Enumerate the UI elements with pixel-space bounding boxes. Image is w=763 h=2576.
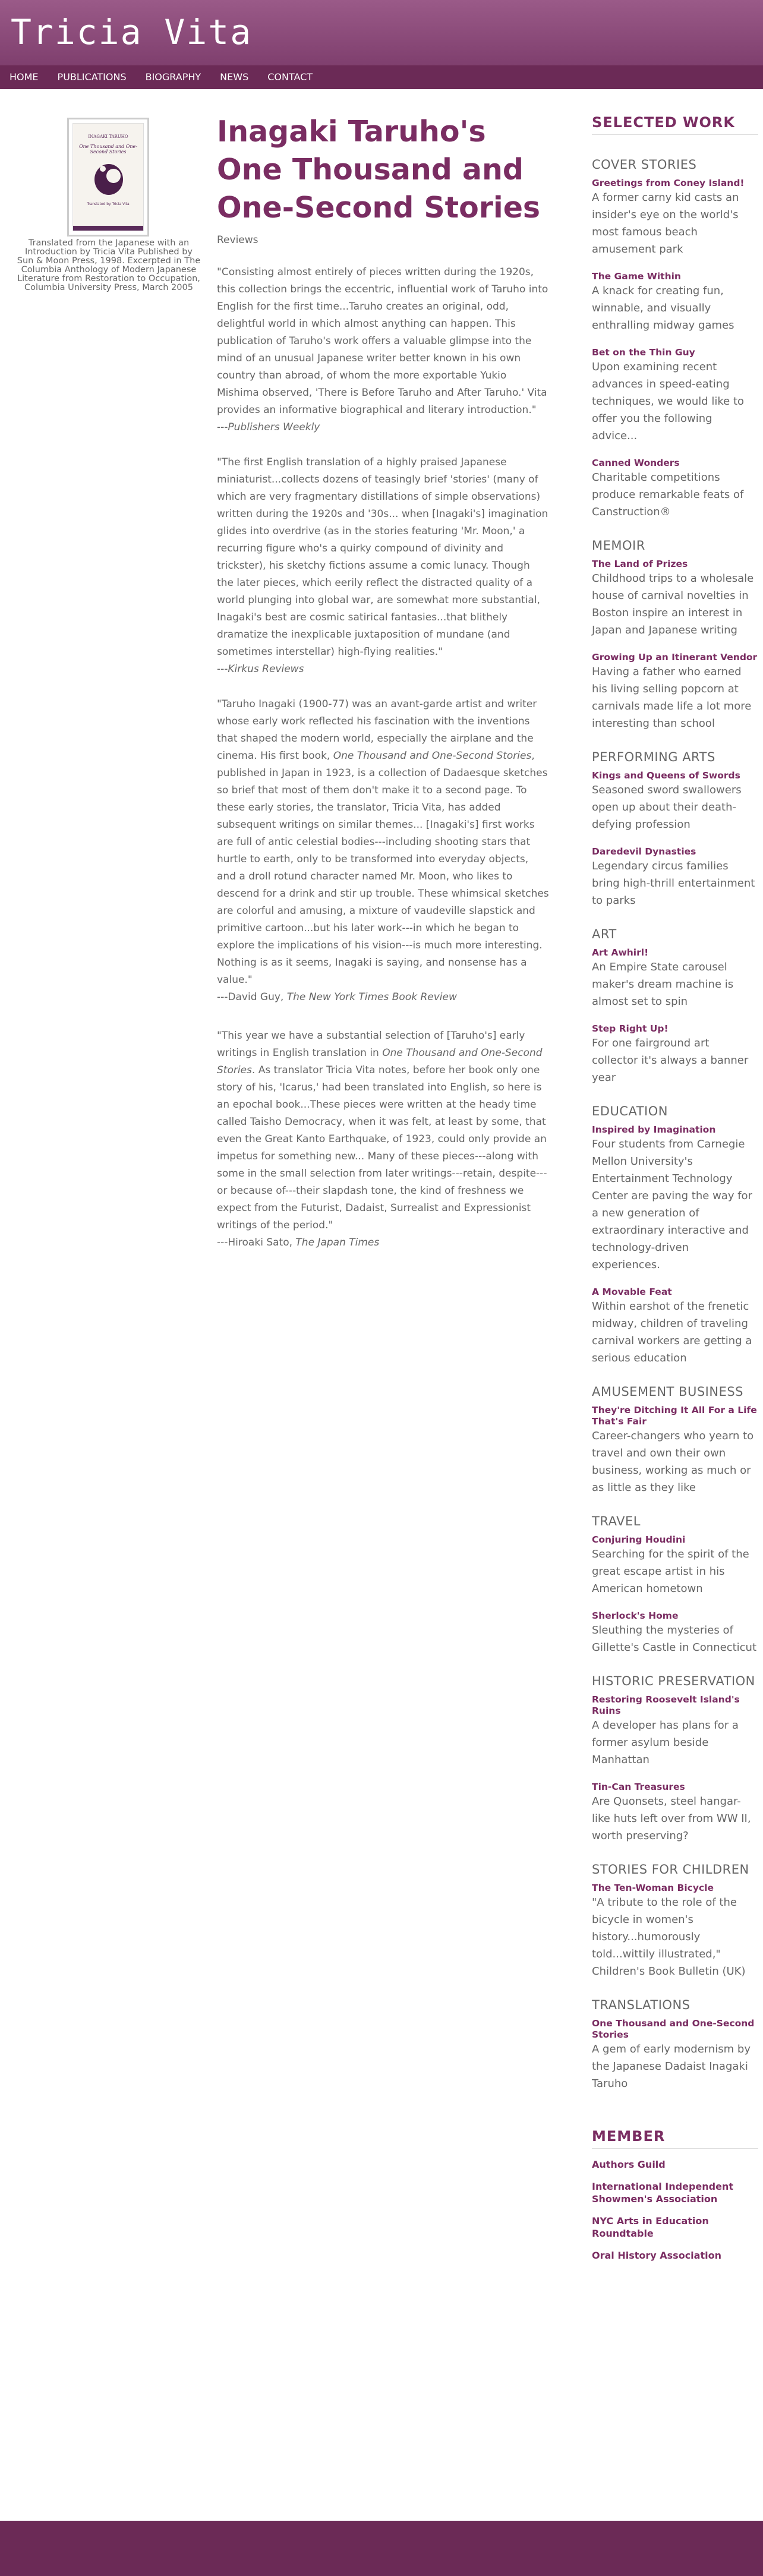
cover-translator: Translated by Tricia Vita: [87, 202, 130, 206]
book-cover-art: [72, 123, 144, 231]
sidebar-work-item: [592, 347, 758, 444]
sidebar-category: COVER STORIES: [592, 157, 697, 172]
sidebar: [592, 114, 758, 2262]
sidebar-work-desc: Childhood trips to a wholesale house of carnival novelties in Boston inspire an interest in Japan and Japanese writing: [592, 572, 754, 636]
sidebar-work-link[interactable]: Inspired by Imagination: [592, 1124, 716, 1135]
review-nyt: [217, 696, 550, 1006]
sidebar-work-desc: A gem of early modernism by the Japanese Dadaist Inagaki Taruho: [592, 2043, 751, 2090]
sidebar-work-link[interactable]: Greetings from Coney Island!: [592, 178, 745, 188]
sidebar-work-link[interactable]: Canned Wonders: [592, 458, 680, 468]
site-header: [0, 0, 763, 65]
review-japan-times: [217, 1027, 550, 1251]
member-link[interactable]: NYC Arts in Education Roundtable: [592, 2215, 709, 2239]
page-title-line: Inagaki Taruho's: [217, 115, 486, 149]
cover-author: INAGAKI TARUHO: [88, 134, 128, 139]
site-footer: [0, 2521, 763, 2576]
sidebar-category: MEMOIR: [592, 538, 645, 553]
sidebar-work-item: [592, 178, 758, 258]
sidebar-work-link[interactable]: Sherlock's Home: [592, 1610, 679, 1621]
page-title-line: One Thousand and: [217, 153, 524, 187]
sidebar-work-link[interactable]: Step Right Up!: [592, 1023, 669, 1034]
review-source-name: The New York Times Book Review: [286, 991, 457, 1003]
sidebar-work-desc: A developer has plans for a former asylum beside Manhattan: [592, 1719, 739, 1766]
sidebar-work-item: [592, 1405, 758, 1496]
page-title-line: One-Second Stories: [217, 191, 541, 225]
member-link[interactable]: International Independent Showmen's Association: [592, 2181, 733, 2205]
sidebar-work-link[interactable]: Restoring Roosevelt Island's Ruins: [592, 1694, 740, 1716]
sidebar-work-desc: Four students from Carnegie Mellon University's Entertainment Technology Center are paving the way for a new generation of extraordinary interactive and technology-driven experiences.: [592, 1138, 752, 1271]
sidebar-work-item: [592, 770, 758, 833]
sidebar-category: ART: [592, 927, 617, 941]
sidebar-work-desc: Having a father who earned his living selling popcorn at carnivals made life a lot more interesting than school: [592, 666, 752, 730]
sidebar-title: SELECTED WORK: [592, 114, 758, 135]
nav-contact[interactable]: CONTACT: [267, 71, 313, 83]
sidebar-work-link[interactable]: The Land of Prizes: [592, 559, 688, 569]
sidebar-work-desc: Searching for the spirit of the great escape artist in his American hometown: [592, 1548, 749, 1595]
cover-bar: [73, 226, 143, 231]
book-cover-image: [67, 118, 149, 237]
review-quote: "The first English translation of a highly praised Japanese miniaturist...collects dozens of teasingly brief 'stories' (many of which are very fragmentary distillations of simple observations) written during the 1920s and '30s... when [Inagaki's] imagination glides into overdrive (as in the stories featuring 'Mr. Moon,' a recurring figure who's a quirky compound of divinity and trickster), his sketchy fictions assume a comic lunacy. Though the later pieces, which eerily reflect the distracted quality of a world plunging into global war, are somewhat more substantial, Inagaki's best are cosmic satirical fantasies...that blithely dramatize the inexplicable juxtaposition of mundane (and sometimes interstellar) high-flying realities.": [217, 456, 548, 658]
review-quote: "This year we have a substantial selection of [Taruho's] early writings in English translation in One Thousand and One-Second Stories. As translator Tricia Vita notes, before her book only one story of his, 'Icarus,' had been translated into English, so here is an epochal book...These pieces were written at the heady time called Taisho Democracy, when it was felt, at least by some, that even the Great Kanto Earthquake, of 1923, could only provide an impetus for something new... Many of these pieces---along with some in the small selection from later writings---retain, despite---or because of---their slapdash tone, the kind of freshness we expect from the Futurist, Dadaist, Surrealist and Expressionist writings of the period.": [217, 1030, 547, 1231]
site-title[interactable]: Tricia Vita: [11, 12, 253, 52]
sidebar-work-item: [592, 458, 758, 521]
page-title: [217, 113, 550, 227]
sidebar-work-item: [592, 1124, 758, 1273]
sidebar-work-item: [592, 652, 758, 732]
sidebar-work-item: [592, 1287, 758, 1367]
sidebar-category: STORIES FOR CHILDREN: [592, 1862, 749, 1877]
review-source-name: The Japan Times: [295, 1237, 380, 1248]
sidebar-work-desc: Within earshot of the frenetic midway, children of traveling carnival workers are getting a serious education: [592, 1300, 752, 1364]
sidebar-work-link[interactable]: Kings and Queens of Swords: [592, 770, 740, 781]
sidebar-work-item: [592, 271, 758, 334]
sidebar-work-item: [592, 1782, 758, 1844]
sidebar-work-link[interactable]: They're Ditching It All For a Life That's Fair: [592, 1405, 757, 1427]
sidebar-category: TRAVEL: [592, 1514, 641, 1528]
cover-moon-figure-icon: [92, 159, 125, 196]
sidebar-work-desc: Charitable competitions produce remarkable feats of Canstruction®: [592, 471, 744, 518]
review-quote: "Taruho Inagaki (1900-77) was an avant-garde artist and writer whose early work reflected his fascination with the inventions that shaped the modern world, especially the airplane and the cinema. His first book, One Thousand and One-Second Stories, published in Japan in 1923, is a collection of Dadaesque sketches so brief that most of them don't make it to a second page. To these early stories, the translator, Tricia Vita, has added subsequent writings on similar themes... [Inagaki's] first works are full of antic celestial bodies---including shooting stars that hurtle to earth, only to be transformed into everyday objects, and a droll rotund character named Mr. Moon, who likes to descend for a drink and stir up trouble. These whimsical sketches are colorful and amusing, a mixture of vaudeville slapstick and primitive cartoon...but his later work---in which he began to explore the implications of his vision---is much more interesting. Nothing is as it seems, Inagaki is saying, and nonsense has a value.": [217, 698, 549, 986]
member-title: MEMBER: [592, 2128, 758, 2149]
nav-news[interactable]: NEWS: [220, 71, 249, 83]
review-source-name: Kirkus Reviews: [228, 663, 304, 675]
nav-publications[interactable]: PUBLICATIONS: [57, 71, 127, 83]
sidebar-work-desc: Career-changers who yearn to travel and own their own business, working as much or as little as they like: [592, 1430, 754, 1494]
sidebar-category: HISTORIC PRESERVATION: [592, 1674, 755, 1688]
sidebar-work-desc: Seasoned sword swallowers open up about their death-defying profession: [592, 784, 742, 831]
sidebar-work-item: [592, 1883, 758, 1980]
review-source: ---Hiroaki Sato, The Japan Times: [217, 1237, 380, 1248]
main-nav: [0, 65, 763, 89]
review-quote: "Consisting almost entirely of pieces written during the 1920s, this collection brings the eccentric, influential work of Taruho into English for the first time...Taruho creates an original, odd, delightful world in which almost anything can happen. This publication of Taruho's work offers a valuable glimpse into the mind of an unusual Japanese writer better known in his own country than abroad, of whom the more exportable Yukio Mishima observed, 'There is Before Taruho and After Taruho.' Vita provides an informative biographical and literary introduction.": [217, 266, 548, 416]
main-content: [217, 113, 550, 1251]
sidebar-work-desc: Upon examining recent advances in speed-eating techniques, we would like to offer you the following advice...: [592, 361, 745, 442]
sidebar-work-link[interactable]: The Game Within: [592, 271, 681, 282]
sidebar-work-desc: A knack for creating fun, winnable, and visually enthralling midway games: [592, 285, 734, 332]
sidebar-category: TRANSLATIONS: [592, 1998, 691, 2012]
sidebar-work-link[interactable]: Conjuring Houdini: [592, 1534, 686, 1545]
sidebar-work-item: [592, 1694, 758, 1768]
sidebar-work-link[interactable]: Art Awhirl!: [592, 947, 649, 958]
review-publishers-weekly: [217, 264, 550, 436]
sidebar-category: PERFORMING ARTS: [592, 750, 715, 764]
sidebar-work-link[interactable]: Growing Up an Itinerant Vendor: [592, 652, 758, 663]
sidebar-work-link[interactable]: A Movable Feat: [592, 1287, 672, 1297]
sidebar-work-desc: For one fairground art collector it's always a banner year: [592, 1037, 749, 1084]
review-source: ---Kirkus Reviews: [217, 663, 304, 675]
sidebar-work-link[interactable]: One Thousand and One-Second Stories: [592, 2018, 755, 2040]
sidebar-work-desc: An Empire State carousel maker's dream machine is almost set to spin: [592, 961, 734, 1008]
sidebar-work-item: [592, 947, 758, 1010]
nav-home[interactable]: HOME: [10, 71, 39, 83]
sidebar-work-item: [592, 2018, 758, 2092]
sidebar-work-desc: A former carny kid casts an insider's eye on the world's most famous beach amusement park: [592, 191, 739, 256]
sidebar-work-desc: Are Quonsets, steel hangar-like huts left over from WW II, worth preserving?: [592, 1795, 751, 1842]
reviews-heading: Reviews: [217, 234, 258, 246]
sidebar-work-item: [592, 846, 758, 909]
review-kirkus: [217, 454, 550, 678]
nav-biography[interactable]: BIOGRAPHY: [145, 71, 201, 83]
sidebar-work-link[interactable]: The Ten-Woman Bicycle: [592, 1883, 714, 1893]
review-source: ---Publishers Weekly: [217, 421, 320, 433]
sidebar-work-desc: Legendary circus families bring high-thrill entertainment to parks: [592, 860, 755, 907]
member-link[interactable]: Oral History Association: [592, 2250, 721, 2261]
sidebar-work-link[interactable]: Tin-Can Treasures: [592, 1782, 685, 1792]
sidebar-work-link[interactable]: Daredevil Dynasties: [592, 846, 696, 857]
sidebar-work-desc: "A tribute to the role of the bicycle in women's history...humorously told...wittily illustrated," Children's Book Bulletin (UK): [592, 1896, 746, 1978]
sidebar-work-desc: Sleuthing the mysteries of Gillette's Castle in Connecticut: [592, 1624, 757, 1654]
sidebar-work-item: [592, 1534, 758, 1597]
member-link[interactable]: Authors Guild: [592, 2159, 666, 2170]
review-source: ---David Guy, The New York Times Book Review: [217, 991, 457, 1003]
sidebar-work-item: [592, 1023, 758, 1086]
review-source-name: Publishers Weekly: [228, 421, 320, 433]
sidebar-category: EDUCATION: [592, 1104, 668, 1118]
sidebar-work-link[interactable]: Bet on the Thin Guy: [592, 347, 695, 358]
sidebar-category: AMUSEMENT BUSINESS: [592, 1385, 743, 1399]
sidebar-work-item: [592, 559, 758, 639]
book-caption: Translated from the Japanese with an Introduction by Tricia Vita Published by Sun & Moon Press, 1998. Excerpted in The Columbia Anthology of Modern Japanese Literature from Restoration to Occupation, Columbia University Press, March 2005: [17, 238, 201, 292]
sidebar-work-item: [592, 1610, 758, 1656]
cover-title: One Thousand and One-Second Stories: [79, 144, 137, 155]
